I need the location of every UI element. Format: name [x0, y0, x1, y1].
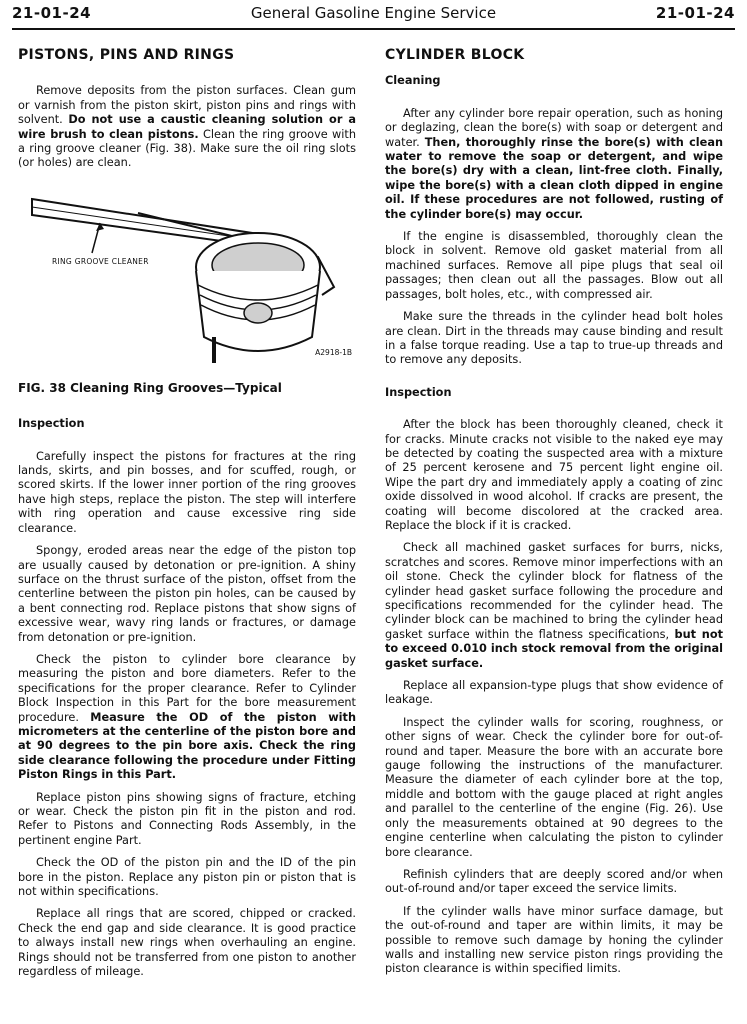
paragraph: Replace piston pins showing signs of fracture, etching or wear. Check the piston pin fit in the piston and rod. Refer to Pistons and Connecting Rods Assembly, in the pertinent engine Part.	[18, 790, 356, 847]
header-rule	[12, 28, 735, 30]
paragraph: Refinish cylinders that are deeply scored and/or when out-of-round and/or taper exceed the service limits.	[385, 867, 723, 896]
subheading-inspection: Inspection	[385, 385, 452, 399]
page-header	[12, 4, 735, 26]
paragraph: Spongy, eroded areas near the edge of the piston top are usually caused by detonation or pre-ignition. A shiny surface on the thrust surface of the piston, offset from the centerline between the piston pin holes, can be caused by a bent connecting rod. Replace pistons that show signs of excessive wear, wavy ring lands or fractures, or damage from detonation or pre-ignition.	[18, 544, 356, 644]
paragraph: Check the OD of the piston pin and the ID of the pin bore in the piston. Replace any piston pin or piston that is not within specifications.	[18, 856, 356, 899]
emphasis-text: Measure the OD of the piston with micrometers at the centerline of the piston bore and at 90 degrees to the pin bore axis. Check the ring side clearance following the procedure under Fitting Piston Rings in this Part.	[18, 710, 356, 782]
page-number-right: 21-01-24	[655, 4, 735, 22]
section-title-pistons: PISTONS, PINS AND RINGS	[18, 47, 235, 63]
paragraph: If the cylinder walls have minor surface damage, but the out-of-round and taper are within limits, it may be possible to remove such damage by honing the cylinder walls and installing new service piston rings providing the piston clearance is within specified limits.	[385, 904, 723, 976]
running-title: General Gasoline Engine Service	[250, 4, 497, 22]
paragraph	[18, 84, 356, 170]
figure-caption: FIG. 38 Cleaning Ring Grooves—Typical	[18, 380, 282, 395]
text-run: After any cylinder bore repair operation, such as honing or deglazing, clean the bore(s) with soap or detergent and water.	[385, 106, 723, 149]
right-column	[385, 48, 723, 985]
page-number-left: 21-01-24	[12, 4, 92, 22]
paragraph: Make sure the threads in the cylinder head bolt holes are clean. Dirt in the threads may cause binding and result in a false torque reading. Use a tap to true-up threads and to remove any deposits.	[385, 310, 723, 367]
text-run: Check all machined gasket surfaces for burrs, nicks, scratches and scores. Remove minor imperfections with an oil stone. Check the cylinder block for flatness of the cylinder head gasket surface following the procedure and specifications recommended for the cylinder head. The cylinder block can be machined to bring the cylinder head gasket surface within the flatness specifications,	[385, 541, 723, 641]
subheading-inspection: Inspection	[18, 417, 85, 431]
paragraph: Inspect the cylinder walls for scoring, roughness, or other signs of wear. Check the cylinder bore for out-of-round and taper. Measure the bore with an accurate bore gauge following the instructions of the manufacturer. Measure the diameter of each cylinder bore at the top, middle and bottom with the gauge placed at right angles and parallel to the centerline of the engine (Fig. 26). Use only the measurements obtained at 90 degrees to the engine centerline when calculating the piston to cylinder bore clearance.	[385, 715, 723, 859]
figure-label: RING GROOVE CLEANER	[52, 256, 149, 266]
warning-text: Do not use a caustic cleaning solution or a wire brush to clean pistons.	[18, 113, 356, 141]
text-run: Remove deposits from the piston surfaces. Clean gum or varnish from the piston skirt, piston pins and rings with solvent.	[18, 84, 356, 127]
text-run: Clean the ring groove with a ring groove cleaner (Fig. 38). Make sure the oil ring slots (or holes) are clean.	[18, 127, 356, 170]
figure-ring-groove-cleaner	[18, 187, 356, 367]
section-title-cylinder-block: CYLINDER BLOCK	[385, 47, 525, 63]
paragraph: Replace all rings that are scored, chipped or cracked. Check the end gap and side clearance. It is good practice to always install new rings when overhauling an engine. Rings should not be transferred from one piston to another regardless of mileage.	[18, 907, 356, 979]
paragraph	[385, 107, 723, 222]
emphasis-text: but not to exceed 0.010 inch stock removal from the original gasket surface.	[385, 627, 724, 670]
ring-groove-cleaner-illustration	[18, 187, 356, 367]
subheading-cleaning: Cleaning	[385, 74, 441, 88]
text-run: Check the piston to cylinder bore clearance by measuring the piston and bore diameters. Refer to the specifications for the proper clearance. Refer to Cylinder Block Inspection in this Part for the bore measurement procedure.	[18, 652, 356, 724]
paragraph	[18, 653, 356, 783]
paragraph: After the block has been thoroughly cleaned, check it for cracks. Minute cracks not visible to the naked eye may be detected by coating the suspected area with a mixture of 25 percent kerosene and 75 percent light engine oil. Wipe the part dry and immediately apply a coating of zinc oxide dissolved in wood alcohol. If cracks are present, the coating will become discolored at the cracked area. Replace the block if it is cracked.	[385, 418, 723, 532]
paragraph: If the engine is disassembled, thoroughly clean the block in solvent. Remove old gasket material from all machined surfaces. Remove all pipe plugs that seal oil passages; then clean out all the passages. Blow out all passages, bolt holes, etc., with compressed air.	[385, 230, 723, 301]
figure-code: A2918-1B	[315, 348, 352, 358]
paragraph: Replace all expansion-type plugs that show evidence of leakage.	[385, 679, 723, 707]
emphasis-text: Then, thoroughly rinse the bore(s) with clean water to remove the soap or detergent, and wipe the bore(s) dry with a clean, lint-free cloth. Finally, wipe the bore(s) with a clean cloth dipped in engine oil. If these procedures are not followed, rusting of the cylinder bore(s) may occur.	[385, 135, 723, 221]
paragraph	[385, 541, 723, 671]
paragraph: Carefully inspect the pistons for fractures at the ring lands, skirts, and pin bosses, and for scuffed, rough, or scored skirts. If the lower inner portion of the ring grooves have high steps, replace the piston. The step will interfere with ring operation and cause excessive ring side clearance.	[18, 449, 356, 535]
left-column	[18, 48, 356, 987]
